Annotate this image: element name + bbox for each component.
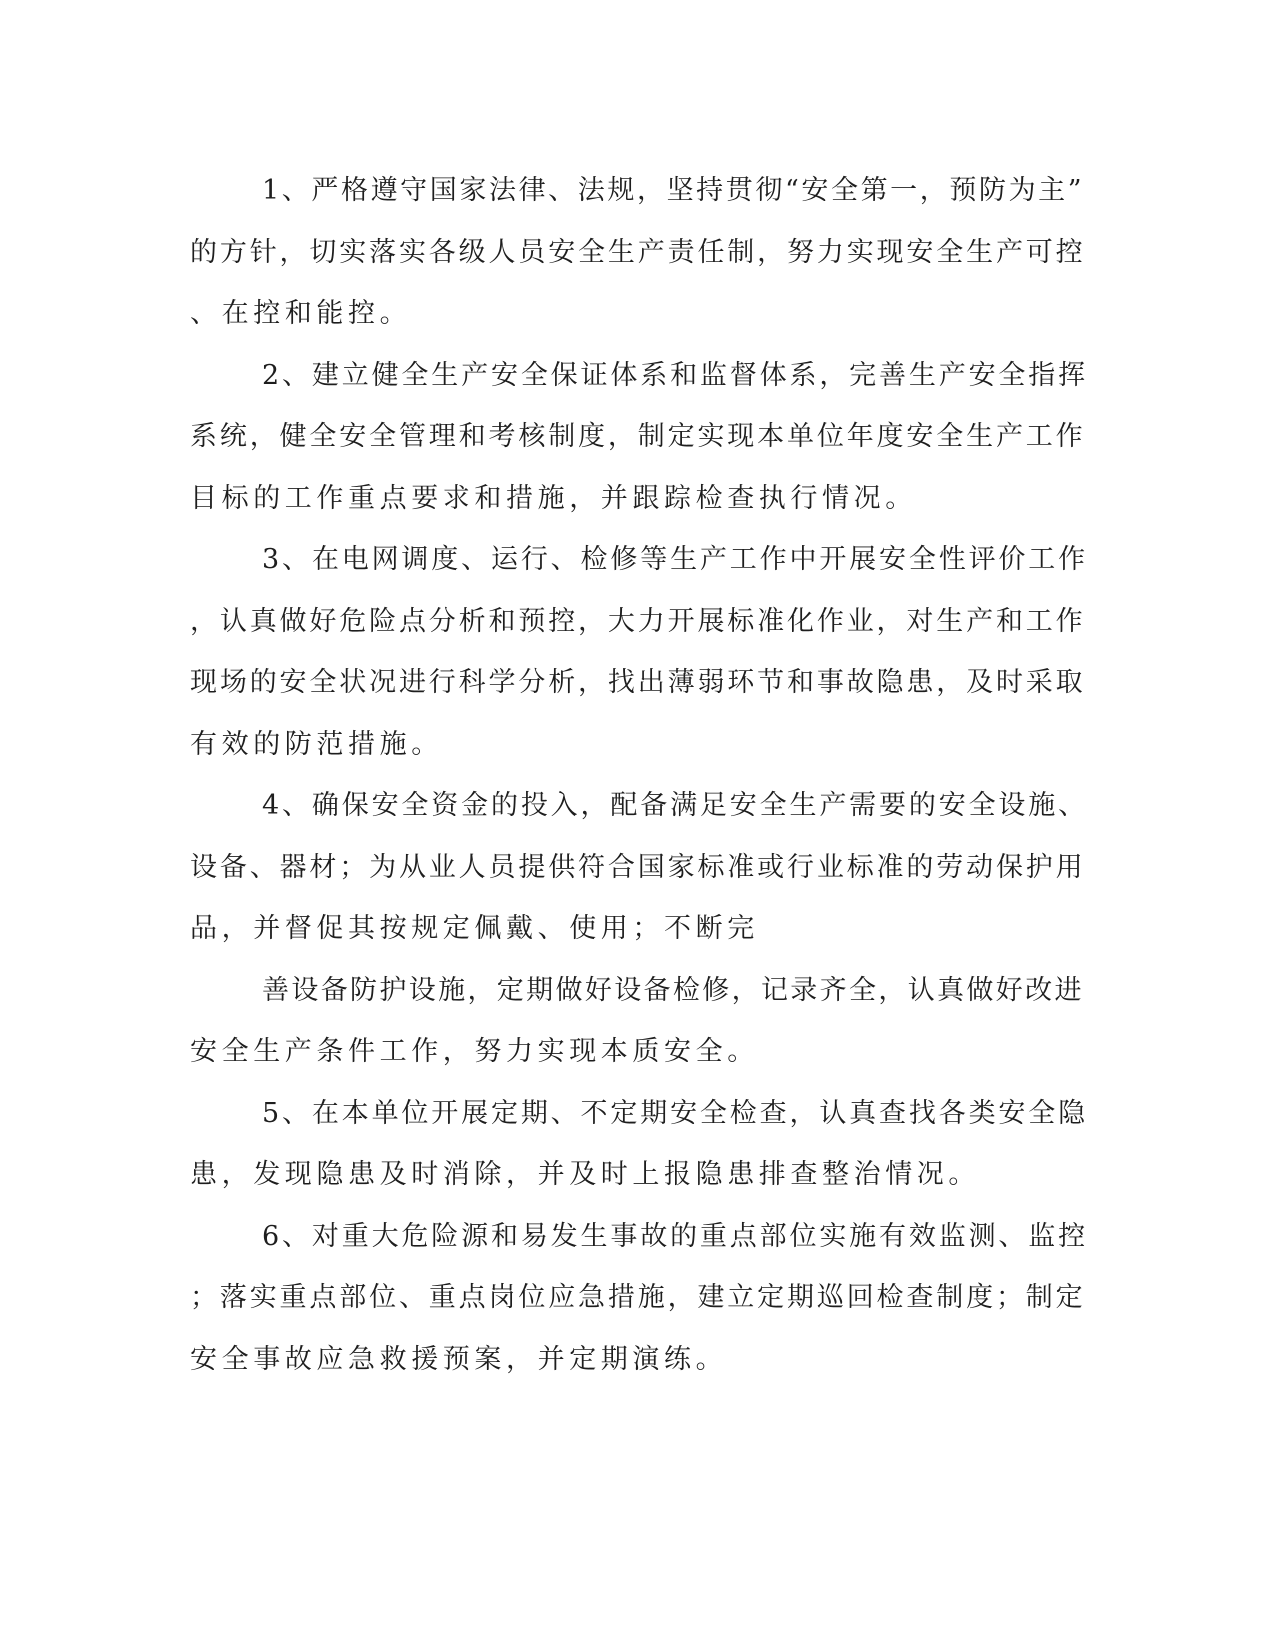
paragraph-line: 2、建立健全生产安全保证体系和监督体系，完善生产安全指挥 <box>262 359 1088 391</box>
document-body <box>190 160 1090 1390</box>
paragraph-4-continued <box>190 960 1090 1083</box>
paragraph-5 <box>190 1083 1090 1206</box>
paragraph-line: 系统，健全安全管理和考核制度，制定实现本单位年度安全生产工作 <box>190 421 1086 452</box>
paragraph-line: 、在控和能控。 <box>190 298 412 329</box>
paragraph-line: 现场的安全状况进行科学分析，找出薄弱环节和事故隐患，及时采取 <box>190 667 1086 698</box>
paragraph-1 <box>190 160 1090 345</box>
paragraph-line: 安全生产条件工作，努力实现本质安全。 <box>190 1036 759 1067</box>
paragraph-line: 的方针，切实落实各级人员安全生产责任制，努力实现安全生产可控 <box>190 236 1086 268</box>
paragraph-line: 设备、器材；为从业人员提供符合国家标准或行业标准的劳动保护用 <box>190 851 1086 883</box>
paragraph-line: 6、对重大危险源和易发生事故的重点部位实施有效监测、监控 <box>262 1220 1088 1252</box>
paragraph-line: 5、在本单位开展定期、不定期安全检查，认真查找各类安全隐 <box>262 1097 1088 1129</box>
paragraph-4 <box>190 775 1090 960</box>
paragraph-line: ；落实重点部位、重点岗位应急措施，建立定期巡回检查制度；制定 <box>190 1282 1086 1313</box>
paragraph-line: ，认真做好危险点分析和预控，大力开展标准化作业，对生产和工作 <box>190 605 1086 637</box>
paragraph-line: 目标的工作重点要求和措施，并跟踪检查执行情况。 <box>190 482 917 514</box>
paragraph-line: 3、在电网调度、运行、检修等生产工作中开展安全性评价工作 <box>262 544 1088 575</box>
paragraph-line: 安全事故应急救援预案，并定期演练。 <box>190 1343 728 1375</box>
paragraph-3 <box>190 529 1090 775</box>
paragraph-line: 善设备防护设施，定期做好设备检修，记录齐全，认真做好改进 <box>262 974 1084 1006</box>
paragraph-line: 4、确保安全资金的投入，配备满足安全生产需要的安全设施、 <box>262 790 1088 821</box>
paragraph-2 <box>190 345 1090 530</box>
paragraph-6 <box>190 1206 1090 1391</box>
paragraph-line: 患，发现隐患及时消除，并及时上报隐患排查整治情况。 <box>190 1159 980 1190</box>
paragraph-line: 1、严格遵守国家法律、法规，坚持贯彻“安全第一，预防为主” <box>262 175 1085 206</box>
paragraph-line: 有效的防范措施。 <box>190 728 443 760</box>
paragraph-line: 品，并督促其按规定佩戴、使用；不断完 <box>190 913 759 944</box>
